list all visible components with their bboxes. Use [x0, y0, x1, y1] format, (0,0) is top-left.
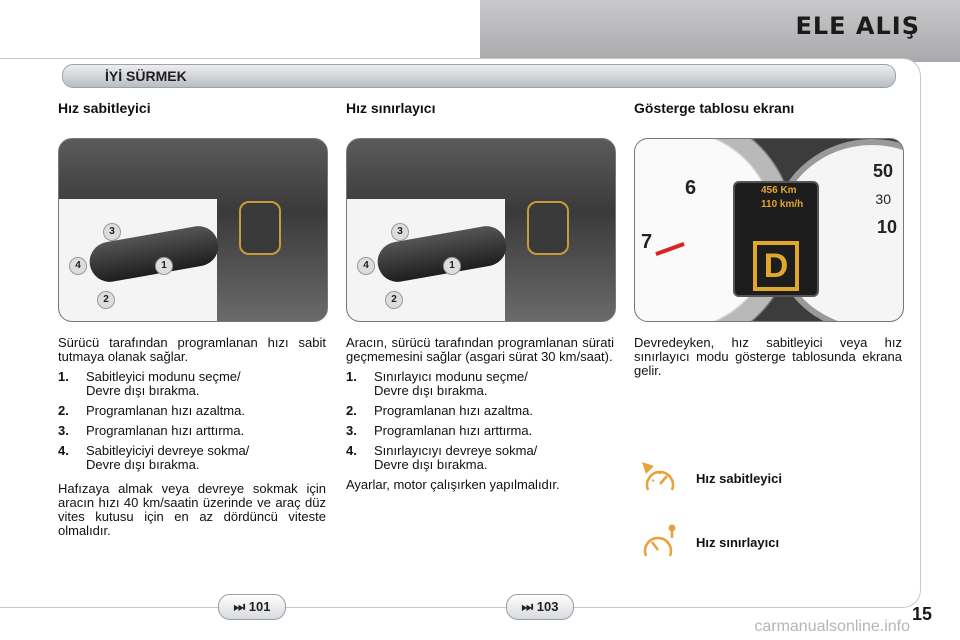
dial-number: 10	[876, 217, 897, 237]
list-item	[58, 404, 326, 418]
page-ref-103-button[interactable]: ⏭ 103	[506, 594, 574, 620]
callout-2: 2	[385, 291, 403, 309]
item-number: 2.	[346, 403, 357, 418]
gear-indicator: D	[753, 241, 799, 291]
item-number: 2.	[58, 403, 69, 418]
legend-label: Hız sınırlayıcı	[696, 534, 780, 550]
column-dashboard-display	[634, 100, 902, 378]
step-list	[58, 370, 326, 472]
item-text: Sınırlayıcı modunu seçme/ Devre dışı bırakma.	[374, 369, 528, 398]
list-item	[58, 444, 326, 472]
legend-speed-limiter	[640, 524, 779, 560]
item-number: 1.	[58, 369, 69, 384]
note-text: Ayarlar, motor çalışırken yapılmalıdır.	[346, 477, 560, 492]
dial-number: 50	[872, 161, 893, 181]
list-item	[346, 370, 614, 398]
speed-limiter-icon	[640, 524, 680, 560]
dashboard-photo	[634, 138, 904, 322]
item-text: Programlanan hızı arttırma.	[374, 423, 533, 438]
list-item	[58, 370, 326, 398]
section-bar	[62, 64, 896, 88]
display-screen	[733, 181, 819, 297]
item-text: Sabitleyiciyi devreye sokma/ Devre dışı bırakma.	[86, 443, 250, 472]
dial-number: 30	[875, 191, 891, 207]
callout-3: 3	[103, 223, 121, 241]
item-number: 4.	[346, 443, 357, 458]
page-number: 15	[911, 604, 932, 624]
list-item	[346, 424, 614, 438]
steering-stalk-photo	[346, 138, 616, 322]
chapter-title: ELE ALIŞ	[795, 12, 920, 40]
lever-highlight	[527, 201, 569, 255]
intro-text: Aracın, sürücü tarafından programlanan sürati geçmemesini sağlar (asgari sürat 30 km/saat).	[346, 335, 614, 364]
legend-label: Hız sabitleyici	[696, 470, 782, 486]
item-number: 1.	[346, 369, 357, 384]
tachometer-needle	[655, 242, 685, 256]
item-number: 3.	[58, 423, 69, 438]
page-ref-101-button[interactable]: ⏭ 101	[218, 594, 286, 620]
odometer-readout: 456 Km	[761, 185, 797, 196]
callout-2: 2	[97, 291, 115, 309]
callout-4: 4	[69, 257, 87, 275]
header-background	[0, 0, 520, 40]
intro-text: Devredeyken, hız sabitleyici veya hız sınırlayıcı modu gösterge tablosunda ekrana gelir.	[634, 335, 902, 378]
dial-number: 6	[685, 177, 697, 199]
list-item	[58, 424, 326, 438]
step-list	[346, 370, 614, 472]
speed-setting-readout: 110 km/h	[761, 199, 804, 210]
item-number: 3.	[346, 423, 357, 438]
lever-highlight	[239, 201, 281, 255]
column-heading: Hız sabitleyici	[58, 100, 151, 116]
cruise-control-icon	[640, 460, 680, 496]
callout-1: 1	[155, 257, 173, 275]
column-heading: Hız sınırlayıcı	[346, 100, 436, 116]
column-cruise-control	[58, 100, 326, 538]
section-title: İYİ SÜRMEK	[105, 68, 187, 84]
note-text: Hafızaya almak veya devreye sokmak için aracın hızı 40 km/saatin üzerinde ve araç düz vites kutusu için en az dördüncü viteste olmalıdır.	[58, 481, 326, 538]
legend-cruise-control	[640, 460, 782, 496]
item-text: Programlanan hızı arttırma.	[86, 423, 245, 438]
steering-stalk-photo	[58, 138, 328, 322]
column-speed-limiter	[346, 100, 614, 492]
item-number: 4.	[58, 443, 69, 458]
item-text: Programlanan hızı azaltma.	[86, 403, 245, 418]
item-text: Programlanan hızı azaltma.	[374, 403, 533, 418]
item-text: Sınırlayıcıyı devreye sokma/ Devre dışı bırakma.	[374, 443, 538, 472]
callout-3: 3	[391, 223, 409, 241]
list-item	[346, 404, 614, 418]
watermark: carmanualsonline.info	[754, 618, 910, 635]
dial-number: 7	[641, 231, 653, 253]
column-heading: Gösterge tablosu ekranı	[634, 100, 795, 116]
callout-1: 1	[443, 257, 461, 275]
list-item	[346, 444, 614, 472]
item-text: Sabitleyici modunu seçme/ Devre dışı bırakma.	[86, 369, 241, 398]
intro-text: Sürücü tarafından programlanan hızı sabit tutmaya olanak sağlar.	[58, 335, 326, 364]
callout-4: 4	[357, 257, 375, 275]
